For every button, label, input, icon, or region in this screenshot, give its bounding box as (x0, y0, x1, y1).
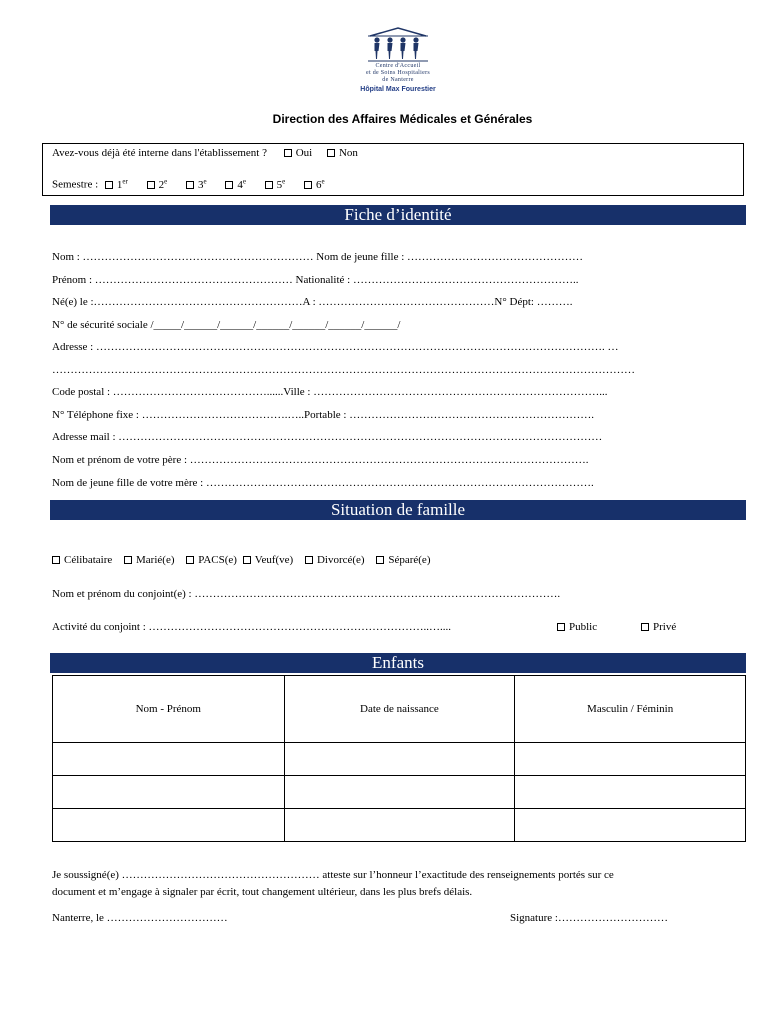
marie-checkbox[interactable] (124, 556, 132, 564)
separe-label: Séparé(e) (388, 554, 431, 566)
prive-option (641, 621, 676, 633)
logo-text-line2: et de Soins Hospitaliers (365, 70, 431, 76)
table-row (53, 809, 746, 842)
column-header-sexe: Masculin / Féminin (515, 676, 746, 743)
section-header-famille: Situation de famille (50, 500, 746, 520)
table-cell[interactable] (515, 809, 746, 842)
non-checkbox[interactable] (327, 149, 335, 157)
attestation-line-1: Je soussigné(e) ……………………………………………… atteste sur l’honneur l’exactitude des renseignements portés sur ce (52, 869, 614, 881)
celibataire-checkbox[interactable] (52, 556, 60, 564)
marie-label: Marié(e) (136, 554, 175, 566)
pacs-checkbox[interactable] (186, 556, 194, 564)
field-mere-line[interactable]: Nom de jeune fille de votre mère : ……………………………………………………………………………………………. (52, 477, 594, 489)
field-conjoint-activity-line[interactable]: Activité du conjoint : …………………………………………………………………..….... (52, 621, 452, 633)
table-cell[interactable] (284, 809, 515, 842)
table-cell[interactable] (515, 776, 746, 809)
semestre-4-checkbox[interactable] (225, 181, 233, 189)
field-telephone-line[interactable]: N° Téléphone fixe : ………………………………….…..Portable : …………………………………………………………. (52, 409, 594, 421)
celibataire-label: Célibataire (64, 554, 113, 566)
prive-label: Privé (653, 621, 677, 633)
place-date-field[interactable]: Nanterre, le …………………………… (52, 912, 228, 924)
column-header-nom-prenom: Nom - Prénom (53, 676, 285, 743)
semestre-6-suffix: e (321, 177, 325, 185)
table-cell[interactable] (53, 776, 285, 809)
semestre-3-suffix: e (203, 177, 207, 185)
children-table (52, 675, 746, 842)
table-row (53, 776, 746, 809)
semestre-2-suffix: e (164, 177, 168, 185)
section-header-enfants: Enfants (50, 653, 746, 673)
oui-checkbox[interactable] (284, 149, 292, 157)
field-adresse-continuation-line[interactable]: …………………………………………………………………………………………………………………………………………… (52, 364, 635, 376)
internship-question-row (52, 147, 358, 159)
field-naissance-line[interactable]: Né(e) le :…………………………………………………A : …………………………………………N° Dépt: ………. (52, 296, 573, 308)
hospital-logo (333, 24, 463, 100)
field-code-postal-line[interactable]: Code postal : ……………………………………......Ville : ……………………………………………………………………... (52, 386, 608, 398)
public-option (557, 621, 597, 633)
semestre-4-label: 4 (237, 178, 243, 191)
semestre-5-suffix: e (282, 177, 286, 185)
internship-question-label: Avez-vous déjà été interne dans l'établissement ? (52, 147, 267, 159)
signature-field[interactable]: Signature :………………………… (510, 912, 668, 924)
semestre-6-label: 6 (316, 178, 322, 191)
semestre-row (52, 177, 325, 191)
semestre-4-suffix: e (242, 177, 246, 185)
logo-text-line3: de Nanterre (382, 77, 414, 83)
attestation-line-2: document et m’engage à signaler par écrit, tout changement ultérieur, dans les plus brefs délais. (52, 886, 473, 898)
table-cell[interactable] (53, 743, 285, 776)
family-status-options (52, 554, 430, 566)
column-header-date-naissance: Date de naissance (284, 676, 515, 743)
veuf-label: Veuf(ve) (254, 554, 294, 566)
divorce-label: Divorcé(e) (316, 554, 365, 566)
hospital-logo-icon (364, 24, 432, 62)
section-header-identite: Fiche d’identité (50, 205, 746, 225)
separe-checkbox[interactable] (376, 556, 384, 564)
semestre-1-label: 1 (116, 178, 123, 191)
field-email-line[interactable]: Adresse mail : …………………………………………………………………………………………………………………… (52, 431, 603, 443)
table-header-row (53, 676, 746, 743)
semestre-2-label: 2 (158, 178, 165, 191)
pacs-label: PACS(e) (198, 554, 237, 566)
semestre-5-label: 5 (276, 178, 283, 191)
semestre-1-checkbox[interactable] (105, 181, 113, 189)
table-cell[interactable] (515, 743, 746, 776)
logo-hospital-name: Hôpital Max Fourestier (360, 86, 436, 93)
veuf-checkbox[interactable] (243, 556, 251, 564)
public-checkbox[interactable] (557, 623, 565, 631)
semestre-1-suffix: er (122, 177, 128, 185)
oui-label: Oui (295, 147, 313, 159)
field-pere-line[interactable]: Nom et prénom de votre père : ………………………………………………………………………………………………. (52, 454, 589, 466)
field-prenom-line[interactable]: Prénom : ……………………………………………… Nationalité : …………………………………………………….. (52, 274, 579, 286)
public-label: Public (569, 621, 598, 633)
field-conjoint-name-line[interactable]: Nom et prénom du conjoint(e) : ………………………………………………………………………………………. (52, 588, 561, 600)
semestre-3-label: 3 (197, 178, 204, 191)
logo-text-line1: Centre d'Accueil (375, 63, 421, 69)
semestre-5-checkbox[interactable] (265, 181, 273, 189)
semestre-label: Semestre : (52, 178, 99, 191)
table-row (53, 743, 746, 776)
semestre-6-checkbox[interactable] (304, 181, 312, 189)
page-title: Direction des Affaires Médicales et Générales (272, 112, 533, 126)
semestre-3-checkbox[interactable] (186, 181, 194, 189)
divorce-checkbox[interactable] (305, 556, 313, 564)
semestre-2-checkbox[interactable] (147, 181, 155, 189)
table-cell[interactable] (284, 776, 515, 809)
field-nom-line[interactable]: Nom : ……………………………………………………… Nom de jeune fille : ………………………………………… (52, 251, 584, 263)
table-cell[interactable] (284, 743, 515, 776)
prive-checkbox[interactable] (641, 623, 649, 631)
table-cell[interactable] (53, 809, 285, 842)
field-securite-sociale-line[interactable]: N° de sécurité sociale /_____/______/______/______/______/______/______/ (52, 319, 401, 331)
non-label: Non (338, 147, 358, 159)
internship-question-box (42, 143, 744, 196)
field-adresse-line[interactable]: Adresse : …………………………………………………………………………………………………………………………. … (52, 341, 619, 353)
